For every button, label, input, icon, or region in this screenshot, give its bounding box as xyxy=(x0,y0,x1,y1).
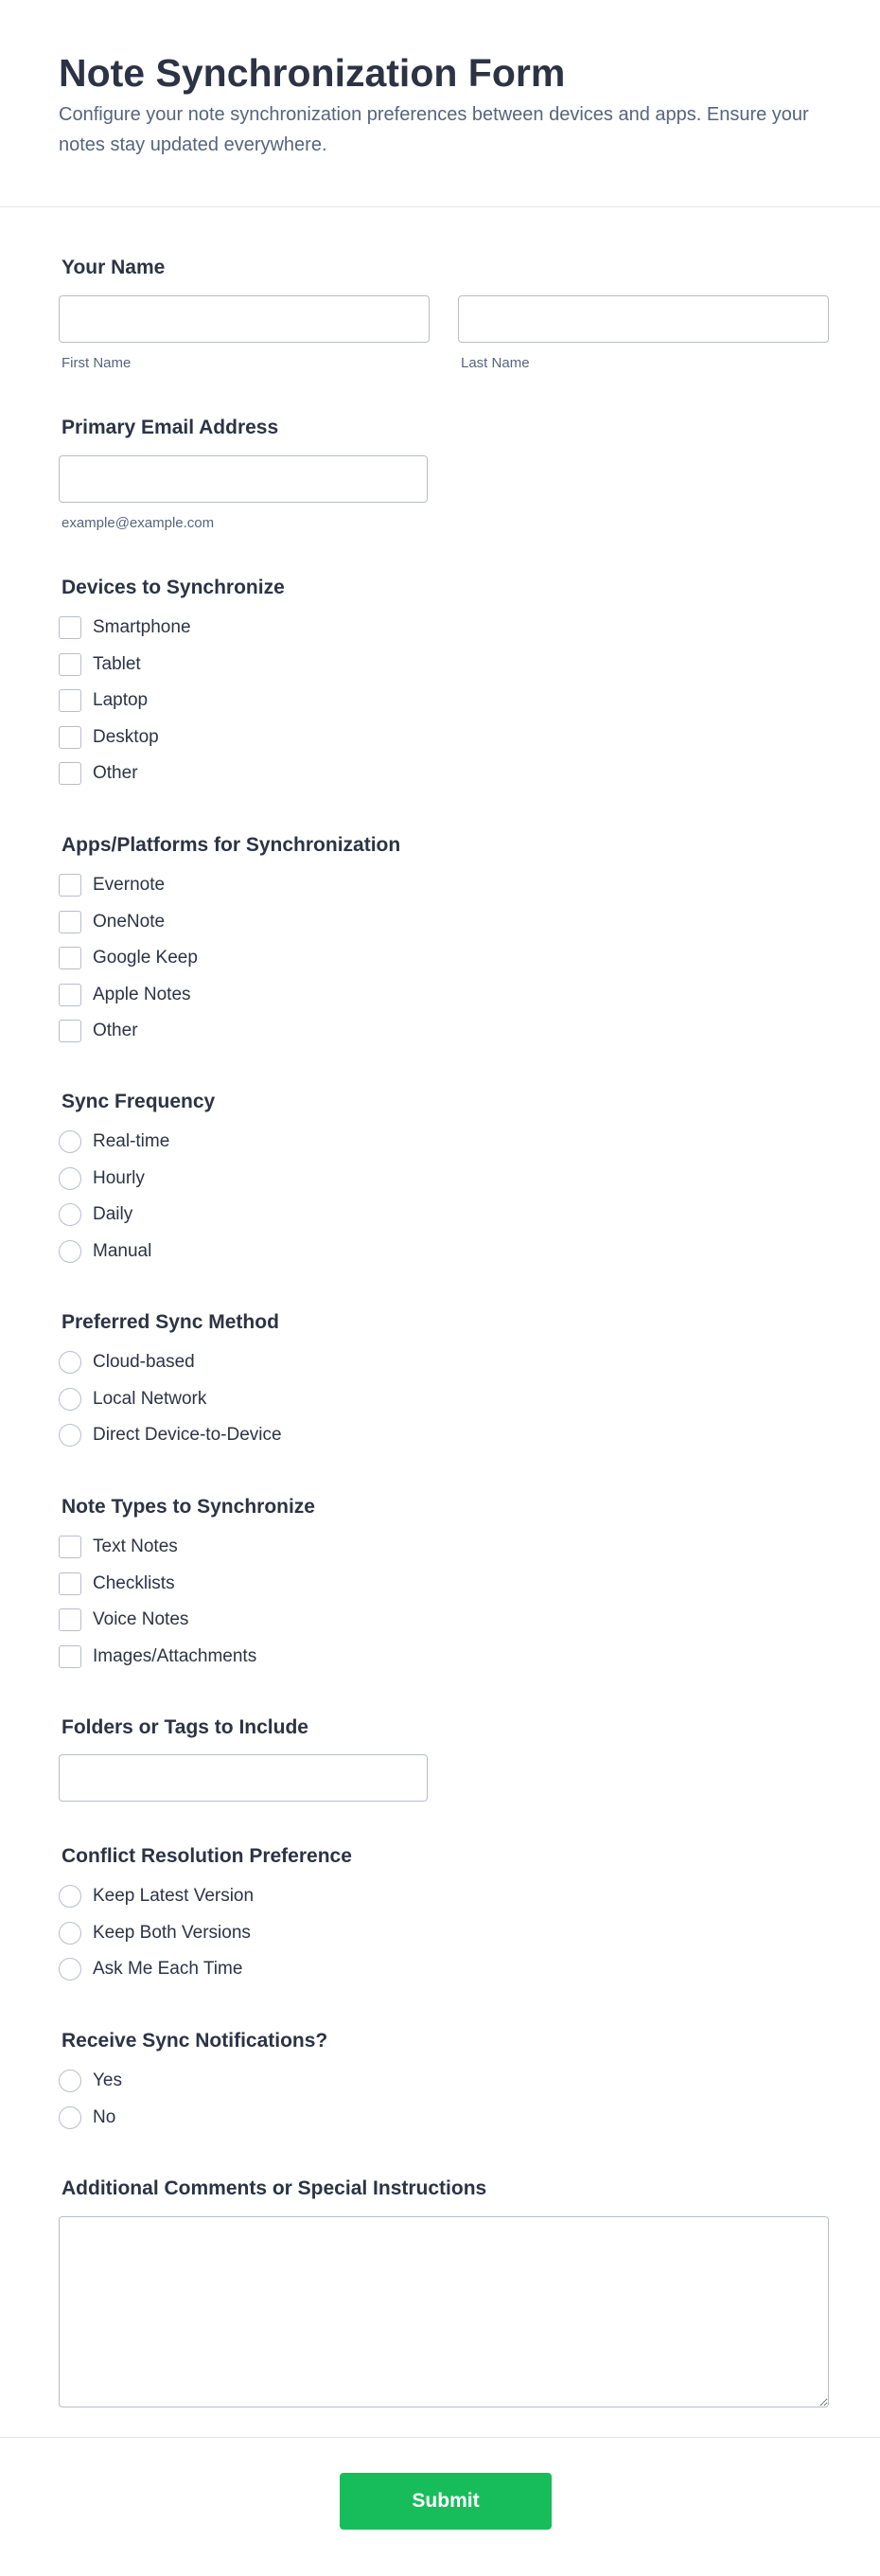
option-label: Desktop xyxy=(93,726,159,747)
apps-options xyxy=(59,867,198,1050)
footer-divider xyxy=(0,2437,880,2438)
folders-input[interactable] xyxy=(59,1754,428,1802)
option-label: Direct Device-to-Device xyxy=(93,1425,282,1446)
comments-textarea[interactable] xyxy=(59,2216,829,2407)
device-option-other[interactable] xyxy=(59,755,191,792)
radio-button[interactable] xyxy=(59,1203,81,1226)
option-label: Tablet xyxy=(93,653,141,674)
folders-label: Folders or Tags to Include xyxy=(62,1716,308,1738)
option-label: Evernote xyxy=(93,875,166,896)
option-label: Other xyxy=(93,763,138,784)
note-types-options xyxy=(59,1529,256,1675)
frequency-options xyxy=(59,1124,169,1270)
radio-button[interactable] xyxy=(59,1167,81,1190)
conflict-label: Conflict Resolution Preference xyxy=(62,1845,352,1867)
devices-label: Devices to Synchronize xyxy=(62,577,285,598)
app-option-google-keep[interactable] xyxy=(59,940,198,977)
method-option-direct[interactable] xyxy=(59,1417,282,1454)
checkbox[interactable] xyxy=(59,947,81,969)
checkbox[interactable] xyxy=(59,1645,81,1668)
checkbox[interactable] xyxy=(59,911,81,933)
apps-label: Apps/Platforms for Synchronization xyxy=(62,834,401,856)
method-option-cloud[interactable] xyxy=(59,1344,282,1381)
option-label: Google Keep xyxy=(93,948,198,968)
option-label: Yes xyxy=(93,2070,122,2091)
form-header xyxy=(0,0,880,207)
checkbox[interactable] xyxy=(59,1572,81,1595)
notifications-options xyxy=(59,2063,122,2136)
option-label: Apple Notes xyxy=(93,984,191,1004)
notifications-option-no[interactable] xyxy=(59,2100,122,2137)
checkbox[interactable] xyxy=(59,874,81,897)
checkbox[interactable] xyxy=(59,1536,81,1558)
radio-button[interactable] xyxy=(59,1351,81,1374)
last-name-input[interactable] xyxy=(458,295,829,343)
conflict-options xyxy=(59,1878,254,1988)
radio-button[interactable] xyxy=(59,1130,81,1153)
device-option-desktop[interactable] xyxy=(59,720,191,756)
option-label: Hourly xyxy=(93,1167,145,1188)
option-label: Laptop xyxy=(93,690,149,711)
option-label: Other xyxy=(93,1021,138,1041)
name-label: Your Name xyxy=(62,257,166,278)
frequency-option-real-time[interactable] xyxy=(59,1124,169,1161)
option-label: Manual xyxy=(93,1240,152,1261)
checkbox[interactable] xyxy=(59,726,81,749)
option-label: Smartphone xyxy=(93,617,191,638)
radio-button[interactable] xyxy=(59,2070,81,2092)
notifications-label: Receive Sync Notifications? xyxy=(62,2030,328,2052)
submit-button[interactable]: Submit xyxy=(340,2473,552,2530)
last-name-sublabel: Last Name xyxy=(461,355,530,371)
method-options xyxy=(59,1344,282,1454)
form-description: Configure your note synchronization preferences between devices and apps. Ensure your notes stay updated everywhere. xyxy=(59,104,809,155)
note-types-label: Note Types to Synchronize xyxy=(62,1496,315,1518)
device-option-tablet[interactable] xyxy=(59,647,191,684)
option-label: Real-time xyxy=(93,1131,170,1152)
devices-options xyxy=(59,610,191,792)
device-option-laptop[interactable] xyxy=(59,683,191,720)
method-label: Preferred Sync Method xyxy=(62,1311,279,1333)
note-type-option-images[interactable] xyxy=(59,1639,256,1676)
checkbox[interactable] xyxy=(59,1020,81,1042)
radio-button[interactable] xyxy=(59,1388,81,1411)
first-name-sublabel: First Name xyxy=(62,355,132,371)
option-label: Daily xyxy=(93,1204,133,1225)
radio-button[interactable] xyxy=(59,2106,81,2129)
device-option-smartphone[interactable] xyxy=(59,610,191,647)
radio-button[interactable] xyxy=(59,1885,81,1908)
option-label: Voice Notes xyxy=(93,1609,189,1630)
email-label: Primary Email Address xyxy=(62,417,279,438)
email-input[interactable] xyxy=(59,455,428,503)
note-type-option-text[interactable] xyxy=(59,1529,256,1566)
note-type-option-checklists[interactable] xyxy=(59,1566,256,1603)
conflict-option-ask[interactable] xyxy=(59,1951,254,1988)
option-label: Checklists xyxy=(93,1572,175,1593)
checkbox[interactable] xyxy=(59,762,81,785)
radio-button[interactable] xyxy=(59,1958,81,1981)
checkbox[interactable] xyxy=(59,1608,81,1631)
frequency-option-hourly[interactable] xyxy=(59,1161,169,1198)
comments-label: Additional Comments or Special Instructions xyxy=(62,2177,487,2199)
frequency-label: Sync Frequency xyxy=(62,1091,216,1112)
option-label: Cloud-based xyxy=(93,1352,195,1373)
conflict-option-latest[interactable] xyxy=(59,1878,254,1915)
conflict-option-both[interactable] xyxy=(59,1915,254,1952)
option-label: Keep Both Versions xyxy=(93,1922,251,1943)
checkbox[interactable] xyxy=(59,689,81,712)
email-sublabel: example@example.com xyxy=(62,515,215,531)
option-label: No xyxy=(93,2106,116,2127)
checkbox[interactable] xyxy=(59,653,81,676)
radio-button[interactable] xyxy=(59,1424,81,1447)
method-option-local-network[interactable] xyxy=(59,1381,282,1418)
option-label: Local Network xyxy=(93,1388,207,1409)
frequency-option-daily[interactable] xyxy=(59,1197,169,1234)
app-option-apple-notes[interactable] xyxy=(59,977,198,1014)
option-label: OneNote xyxy=(93,911,166,932)
checkbox[interactable] xyxy=(59,984,81,1006)
app-option-other[interactable] xyxy=(59,1013,198,1050)
form-title: Note Synchronization Form xyxy=(59,51,566,95)
option-label: Images/Attachments xyxy=(93,1645,257,1666)
first-name-input[interactable] xyxy=(59,295,430,343)
option-label: Keep Latest Version xyxy=(93,1886,255,1907)
note-type-option-voice[interactable] xyxy=(59,1602,256,1639)
option-label: Ask Me Each Time xyxy=(93,1959,243,1980)
option-label: Text Notes xyxy=(93,1537,178,1557)
radio-button[interactable] xyxy=(59,1240,81,1263)
app-option-evernote[interactable] xyxy=(59,867,198,904)
notifications-option-yes[interactable] xyxy=(59,2063,122,2100)
frequency-option-manual[interactable] xyxy=(59,1234,169,1270)
checkbox[interactable] xyxy=(59,616,81,639)
radio-button[interactable] xyxy=(59,1922,81,1945)
app-option-onenote[interactable] xyxy=(59,904,198,941)
